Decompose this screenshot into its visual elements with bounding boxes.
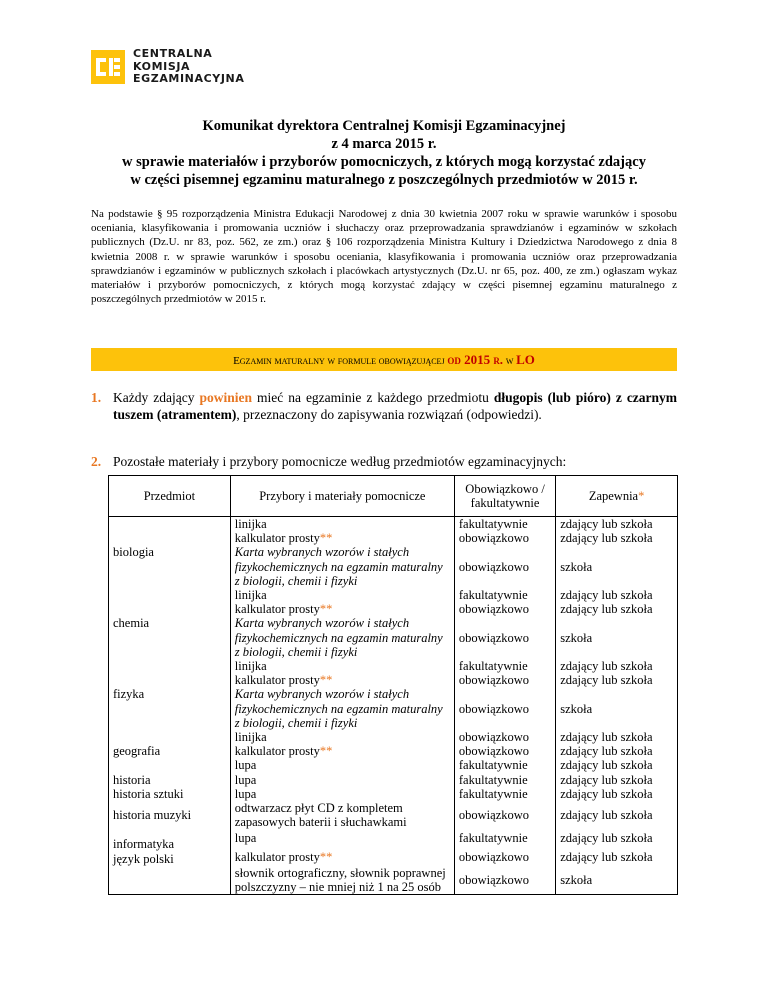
table-row — [109, 829, 678, 847]
mode-cell: obowiązkowo — [454, 866, 555, 895]
text-part: Każdy zdający — [113, 390, 195, 405]
document-title — [0, 117, 768, 189]
provider-cell: zdający lub szkoła — [556, 531, 678, 545]
provider-cell: zdający lub szkoła — [556, 602, 678, 616]
list-number: 2. — [91, 454, 102, 469]
mode-cell: obowiązkowo — [454, 616, 555, 659]
material-cell — [230, 744, 454, 758]
provider-cell: zdający lub szkoła — [556, 730, 678, 744]
title-line: w części pisemnej egzaminu maturalnego z poszczególnych przedmiotów w 2015 r. — [130, 172, 638, 188]
mode-cell: fakultatywnie — [454, 758, 555, 772]
provider-cell: zdający lub szkoła — [556, 659, 678, 673]
material-cell: odtwarzacz płyt CD z kompletem zapasowych baterii i słuchawkami — [230, 801, 454, 829]
logo-text — [133, 48, 244, 86]
material-label: kalkulator prosty — [234, 744, 320, 759]
logo-line: CENTRALNA — [133, 47, 213, 60]
provider-cell: szkoła — [556, 616, 678, 659]
material-cell: Karta wybranych wzorów i stałych fizykochemicznych na egzamin maturalny z biologii, chemii i fizyki — [230, 545, 454, 588]
material-cell: lupa — [230, 773, 454, 787]
material-cell — [230, 673, 454, 687]
subject-fizyka: fizyka — [109, 659, 231, 730]
material-cell: linijka — [230, 659, 454, 673]
mode-cell: fakultatywnie — [454, 829, 555, 847]
subject-chemia: chemia — [109, 588, 231, 659]
table-row — [109, 659, 678, 673]
material-label: kalkulator prosty — [234, 531, 320, 546]
mode-cell: obowiązkowo — [454, 673, 555, 687]
mode-cell: obowiązkowo — [454, 848, 555, 866]
asterisk: ** — [319, 744, 333, 759]
list-item-text — [113, 389, 677, 423]
provider-cell: zdający lub szkoła — [556, 758, 678, 772]
mode-cell: fakultatywnie — [454, 787, 555, 801]
intro-paragraph: Na podstawie § 95 rozporządzenia Ministra Edukacji Narodowej z dnia 30 kwietnia 2007 roku w sprawie warunków i sposobu oceniania, klasyfikowania i promowania uczniów i słuchaczy oraz przeprowadzania sprawdzianów i egzaminów w szkołach publicznych (Dz.U. nr 83, poz. 562, ze zm.) oraz § 106 rozporządzenia Ministra Kultury i Dziedzictwa Narodowego z dnia 8 kwietnia 2008 r. w sprawie warunków i sposobu oceniania, klasyfikowania i promowania uczniów oraz przeprowadzania sprawdzianów i egzaminów w publicznych szkołach i placówkach artystycznych (Dz.U. nr 65, poz. 400, ze zm.) ogłaszam wykaz materiałów i przyborów pomocniczych, z których mogą korzystać zdający w części pisemnej egzaminu maturalnego z poszczególnych przedmiotów w 2015 r. — [91, 208, 677, 306]
mode-cell: obowiązkowo — [454, 531, 555, 545]
bold-text: długopis (lub pióro) z czarnym tuszem (atramentem) — [113, 390, 678, 422]
subject-historia: historia — [109, 773, 231, 787]
list-item-text: Pozostałe materiały i przybory pomocnicze według przedmiotów egzaminacyjnych: — [113, 454, 567, 469]
table-header-row — [109, 476, 678, 517]
material-cell: słownik ortograficzny, słownik poprawnej polszczyzny – nie mniej niż 1 na 25 osób — [230, 866, 454, 895]
mode-cell: obowiązkowo — [454, 687, 555, 730]
subject-informatyka — [109, 829, 231, 865]
provider-cell: zdający lub szkoła — [556, 588, 678, 602]
mode-cell: obowiązkowo — [454, 602, 555, 616]
logo-line: KOMISJA — [133, 59, 191, 73]
provider-cell: szkoła — [556, 687, 678, 730]
material-cell: Karta wybranych wzorów i stałych fizykochemicznych na egzamin maturalny z biologii, chemii i fizyki — [230, 616, 454, 659]
material-cell: linijka — [230, 730, 454, 744]
subject-cell-empty — [109, 866, 231, 895]
table-row — [109, 773, 678, 787]
banner-school: LO — [516, 352, 535, 367]
material-cell — [230, 602, 454, 616]
logo-line: EGZAMINACYJNA — [133, 72, 245, 85]
title-line: z 4 marca 2015 r. — [331, 136, 437, 152]
asterisk: ** — [319, 602, 333, 617]
subject-jezyk-polski: język polski — [113, 851, 174, 866]
table-row — [109, 801, 678, 829]
mode-cell: obowiązkowo — [454, 744, 555, 758]
asterisk: ** — [319, 673, 333, 688]
header-subject: Przedmiot — [109, 476, 231, 517]
subject-geografia: geografia — [109, 730, 231, 773]
title-line: Komunikat dyrektora Centralnej Komisji Egzaminacyjnej — [202, 118, 566, 134]
provider-cell: zdający lub szkoła — [556, 801, 678, 829]
title-line: w sprawie materiałów i przyborów pomocniczych, z których mogą korzystać zdający — [122, 154, 646, 170]
mode-cell: fakultatywnie — [454, 659, 555, 673]
provider-cell: zdający lub szkoła — [556, 829, 678, 847]
material-label: kalkulator prosty — [234, 602, 320, 617]
list-number: 1. — [91, 390, 102, 405]
table-row — [109, 866, 678, 895]
table-row — [109, 588, 678, 602]
subject-biologia: biologia — [109, 517, 231, 589]
asterisk: * — [638, 488, 645, 503]
table-row — [109, 517, 678, 532]
list-item-1 — [91, 389, 677, 423]
asterisk: ** — [319, 849, 333, 864]
mode-cell: obowiązkowo — [454, 545, 555, 588]
provider-cell: zdający lub szkoła — [556, 848, 678, 866]
text-part: mieć na egzaminie z każdego przedmiotu — [256, 390, 489, 405]
subject-historia-muzyki: historia muzyki — [109, 801, 231, 829]
subject-historia-sztuki: historia sztuki — [109, 787, 231, 801]
highlight-word: powinien — [199, 390, 252, 405]
mode-cell: fakultatywnie — [454, 588, 555, 602]
material-label: kalkulator prosty — [234, 849, 320, 864]
cke-logo-icon — [91, 50, 125, 84]
material-cell: lupa — [230, 787, 454, 801]
cke-logo — [91, 47, 245, 88]
materials-table — [108, 475, 678, 895]
material-cell: Karta wybranych wzorów i stałych fizykochemicznych na egzamin maturalny z biologii, chemii i fizyki — [230, 687, 454, 730]
header-provides — [556, 476, 678, 517]
header-provides-label: Zapewnia — [588, 488, 639, 503]
provider-cell: zdający lub szkoła — [556, 673, 678, 687]
table-row — [109, 730, 678, 744]
provider-cell: szkoła — [556, 866, 678, 895]
material-cell: lupa — [230, 758, 454, 772]
material-cell — [230, 531, 454, 545]
material-label: kalkulator prosty — [234, 673, 320, 688]
provider-cell: zdający lub szkoła — [556, 773, 678, 787]
asterisk: ** — [319, 531, 333, 546]
banner-text: Egzamin maturalny w formule obowiązującej — [233, 355, 445, 367]
mode-cell: obowiązkowo — [454, 801, 555, 829]
list-item-2 — [91, 453, 677, 470]
subject-informatyka-label: informatyka — [113, 837, 175, 852]
material-cell: linijka — [230, 588, 454, 602]
section-banner — [91, 348, 677, 371]
mode-cell: fakultatywnie — [454, 517, 555, 532]
mode-cell: obowiązkowo — [454, 730, 555, 744]
text-part: , przeznaczony do zapisywania rozwiązań (odpowiedzi). — [236, 407, 542, 422]
material-cell: lupa — [230, 829, 454, 847]
table-row — [109, 787, 678, 801]
provider-cell: zdający lub szkoła — [556, 744, 678, 758]
header-mandatory: Obowiązkowo / fakultatywnie — [454, 476, 555, 517]
header-materials: Przybory i materiały pomocnicze — [230, 476, 454, 517]
mode-cell: fakultatywnie — [454, 773, 555, 787]
material-cell — [230, 848, 454, 866]
provider-cell: zdający lub szkoła — [556, 517, 678, 532]
banner-text-2: w — [505, 355, 514, 367]
provider-cell: zdający lub szkoła — [556, 787, 678, 801]
provider-cell: szkoła — [556, 545, 678, 588]
material-cell: linijka — [230, 517, 454, 532]
banner-year: od 2015 r. — [447, 352, 504, 367]
